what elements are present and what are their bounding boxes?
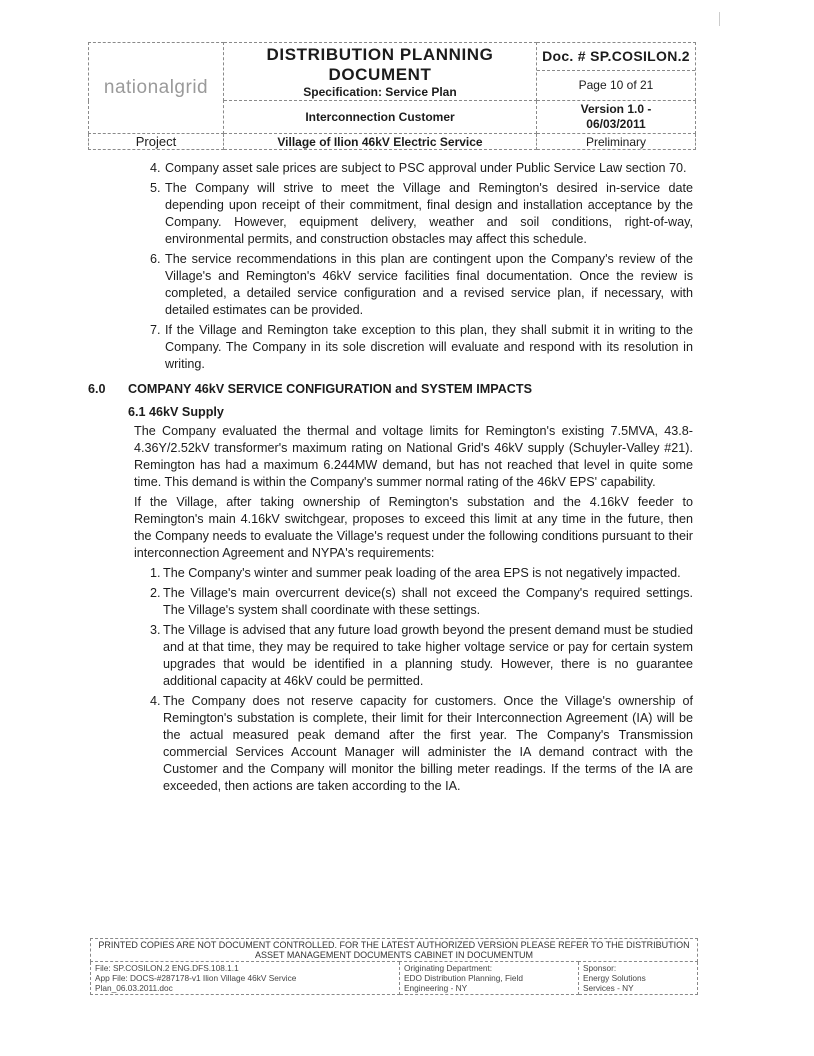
list-item: 2. The Village's main overcurrent device(s) shall not exceed the Company's required settings. The Village's system shall coordinate with these settings.: [150, 586, 693, 617]
document-footer: [90, 938, 698, 995]
list-item: 1. The Company's winter and summer peak loading of the area EPS is not negatively impacted.: [150, 566, 681, 580]
logo-cell: [89, 43, 224, 134]
subsection-heading: 6.1 46kV Supply: [128, 405, 224, 419]
list-item: 4. Company asset sale prices are subject to PSC approval under Public Service Law section 70.: [150, 161, 687, 175]
scan-mark: [719, 12, 720, 26]
list-item: 3. The Village is advised that any future load growth beyond the present demand must be studied and at that time, they may be required to take higher voltage service or pay for certain system upgrades that would be identified in a planning study. However, there is no guarantee additional capacity at 46kV could be permitted.: [150, 623, 693, 688]
section-heading: 6.0 COMPANY 46kV SERVICE CONFIGURATION and SYSTEM IMPACTS: [88, 382, 532, 396]
originating-department: Originating Department: EDO Distribution Planning, Field Engineering - NY: [400, 962, 579, 995]
doc-subtitle: Interconnection Customer: [224, 101, 537, 134]
list-item: 6. The service recommendations in this plan are contingent upon the Company's review of the Village's and Remington's 46kV service facilities final documentation. Once the review is completed, a detailed service configuration and a revised service plan, if necessary, with detailed estimates can be provided.: [150, 252, 693, 317]
project-name: Village of Ilion 46kV Electric Service: [224, 134, 537, 150]
list-item: 7. If the Village and Remington take exception to this plan, they shall submit it in writing to the Company. The Company in its sole discretion will evaluate and respond with its resolution in writing.: [150, 323, 693, 371]
status: Preliminary: [537, 134, 696, 150]
document-header: [88, 42, 696, 150]
paragraph: The Company evaluated the thermal and voltage limits for Remington's existing 7.5MVA, 43.8-4.36Y/2.52kV transformer's maximum rating on National Grid's 46kV supply (Schuyler-Valley #21). Remington has had a maximum 6.244MW demand, but has not reached that level in quite some time. This demand is within the Company's summer normal rating of the 46kV EPS' capability.: [134, 424, 693, 489]
doc-title-line2: DOCUMENT: [328, 65, 432, 84]
paragraph: If the Village, after taking ownership of Remington's substation and the 4.16kV feeder to Remington's main 4.16kV switchgear, proposes to exceed this limit at any time in the future, then the Company needs to evaluate the Village's request under the following conditions pursuant to their interconnection Agreement and NYPA's requirements:: [134, 495, 693, 560]
doc-spec: Specification: Service Plan: [303, 85, 457, 99]
page-number: Page 10 of 21: [578, 78, 654, 92]
control-notice: PRINTED COPIES ARE NOT DOCUMENT CONTROLLED. FOR THE LATEST AUTHORIZED VERSION PLEASE REFER TO THE DISTRIBUTION ASSET MANAGEMENT DOCUMENTS CABINET IN DOCUMENTUM: [91, 939, 698, 962]
company-logo: nationalgrid: [103, 77, 209, 98]
list-item: 4. The Company does not reserve capacity for customers. Once the Village's ownership of Remington's substation is complete, their limit for their Interconnection Agreement (IA) will be the actual measured peak demand after the first year. The Company's Transmission commercial Services Account Manager will administer the IA demand contract with the Customer and the Company will monitor the billing meter readings. If the terms of the IA are exceeded, then actions are taken according to the IA.: [150, 694, 693, 793]
conditions-list: [128, 565, 693, 795]
doc-title-line1: DISTRIBUTION PLANNING: [266, 45, 494, 64]
document-body: [88, 160, 693, 798]
version: Version 1.0 - 06/03/2011: [537, 101, 696, 134]
doc-number: Doc. # SP.COSILON.2: [542, 48, 690, 64]
project-label: Project: [89, 134, 224, 150]
sponsor: Sponsor: Energy Solutions Services - NY: [579, 962, 698, 995]
doc-number-cell: [537, 43, 696, 101]
list-item: 5. The Company will strive to meet the Village and Remington's desired in-service date depending upon receipt of their commitment, final design and installation acceptance by the Company. However, equipment delivery, weather and soil conditions, right-of-way, environmental permits, and construction obstacles may affect this schedule.: [150, 181, 693, 246]
file-info: File: SP.COSILON.2 ENG.DFS.108.1.1 App File: DOCS-#287178-v1 Ilion Village 46kV Service Plan_06.03.2011.doc: [91, 962, 400, 995]
title-cell: [224, 43, 537, 101]
list-continued: [128, 160, 693, 373]
